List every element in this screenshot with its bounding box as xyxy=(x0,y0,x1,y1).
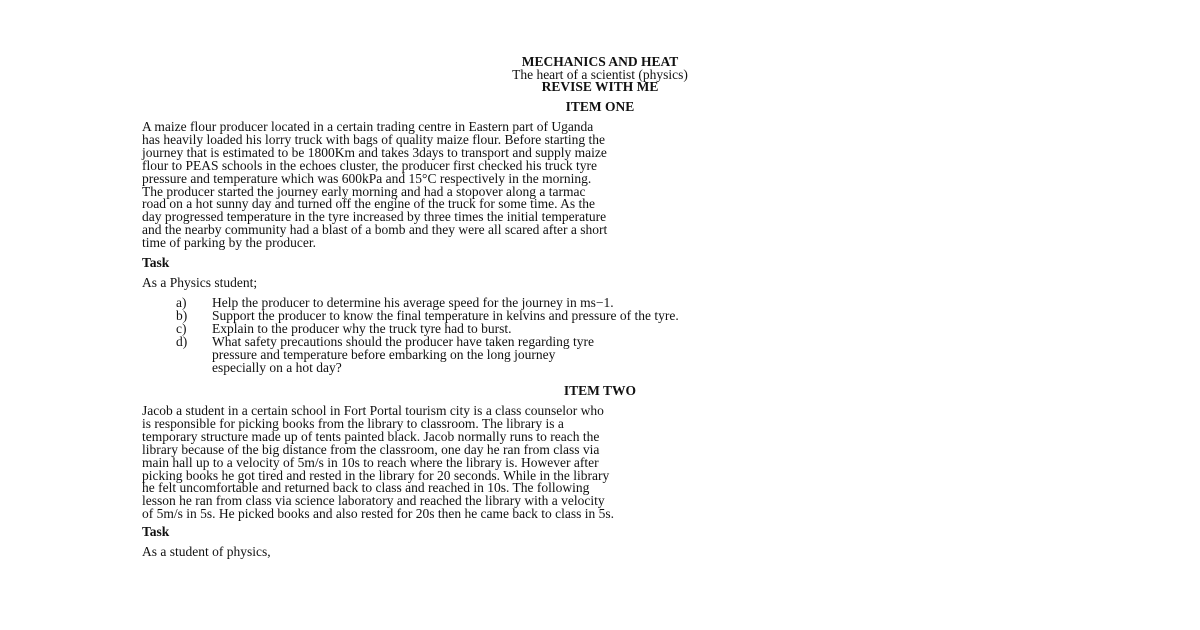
paragraph-line: and the nearby community had a blast of a bomb and they were all scared after a short xyxy=(142,222,608,238)
paragraph-line: day progressed temperature in the tyre increased by three times the initial temperature xyxy=(142,209,607,225)
list-marker: d) xyxy=(176,333,188,349)
paragraph-line: A maize flour producer located in a certain trading centre in Eastern part of Uganda xyxy=(142,119,594,134)
paragraph-line: The producer started the journey early morning and had a stopover along a tarmac xyxy=(142,183,586,199)
paragraph-line: has heavily loaded his lorry truck with bags of quality maize flour. Before starting the xyxy=(142,131,606,147)
paragraph-line: of 5m/s in 5s. He picked books and also rested for 20s then he came back to class in 5s. xyxy=(142,506,615,522)
list-item-text: especially on a hot day? xyxy=(212,359,342,375)
paragraph-line: library because of the big distance from the classroom, one day he ran from class via xyxy=(142,441,600,457)
list-item-text: Support the producer to know the final temperature in kelvins and pressure of the tyre. xyxy=(212,307,679,323)
paragraph-line: is responsible for picking books from the library to classroom. The library is a xyxy=(142,415,564,431)
paragraph-line: pressure and temperature which was 600kPa and 15°C respectively in the morning. xyxy=(142,170,592,186)
item-one-task-label: Task xyxy=(142,255,170,270)
revise-heading: REVISE WITH ME xyxy=(541,79,659,94)
paragraph-line: lesson he ran from class via science laboratory and reached the library with a velocity xyxy=(142,493,605,509)
list-item-text: What safety precautions should the producer have taken regarding tyre xyxy=(212,333,594,349)
item-one-task-intro: As a Physics student; xyxy=(142,275,258,290)
list-item xyxy=(176,333,1076,375)
document-subtitle: The heart of a scientist (physics) xyxy=(512,67,688,82)
item-two-heading: ITEM TWO xyxy=(563,383,637,398)
item-one-heading: ITEM ONE xyxy=(565,99,635,114)
paragraph-line: picking books he got tired and rested in the library for 20 seconds. While in the library xyxy=(142,467,610,483)
list-item-text: Help the producer to determine his average speed for the journey in ms−1. xyxy=(212,295,614,310)
list-marker: a) xyxy=(176,295,187,310)
item-two-paragraph xyxy=(142,405,972,521)
item-one-paragraph xyxy=(142,121,972,250)
paragraph-line: time of parking by the producer. xyxy=(142,235,316,251)
paragraph-line: main hall up to a velocity of 5m/s in 10s to reach where the library is. However after xyxy=(142,454,599,470)
list-marker: b) xyxy=(176,307,188,323)
list-marker: c) xyxy=(176,320,187,336)
item-two-task-label: Task xyxy=(142,524,170,539)
paragraph-line: road on a hot sunny day and turned off the engine of the truck for some time. As the xyxy=(142,196,596,212)
paragraph-line: flour to PEAS schools in the echoes cluster, the producer first checked his truck tyre xyxy=(142,157,597,173)
item-two-task-intro: As a student of physics, xyxy=(142,544,271,559)
paragraph-line: he felt uncomfortable and returned back to class and reached in 10s. The following xyxy=(142,480,590,496)
paragraph-line: journey that is estimated to be 1800Km and takes 3days to transport and supply maize xyxy=(142,144,607,160)
list-item-text: Explain to the producer why the truck tyre had to burst. xyxy=(212,320,512,336)
list-item-text: pressure and temperature before embarking on the long journey xyxy=(212,346,556,362)
paragraph-line: temporary structure made up of tents painted black. Jacob normally runs to reach the xyxy=(142,428,600,444)
document-title: MECHANICS AND HEAT xyxy=(521,54,679,69)
item-one-task-list xyxy=(176,297,1076,374)
paragraph-line: Jacob a student in a certain school in Fort Portal tourism city is a class counselor who xyxy=(142,403,604,418)
